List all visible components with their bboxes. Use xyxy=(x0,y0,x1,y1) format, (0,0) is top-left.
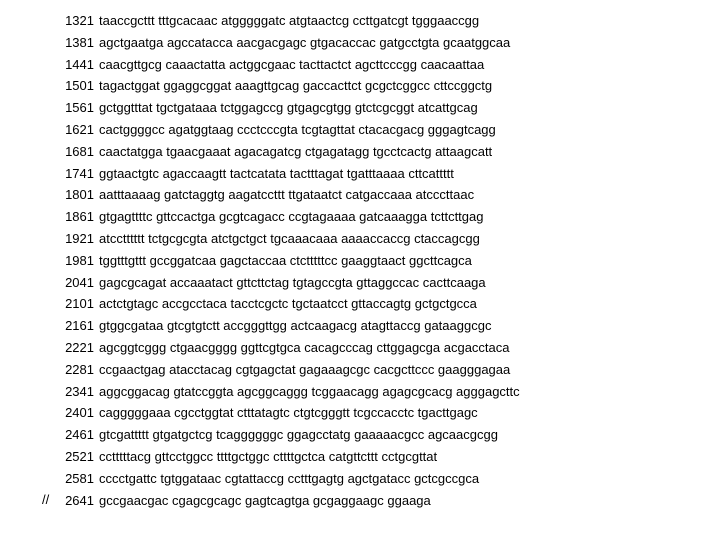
sequence-position-number: 2401 xyxy=(65,405,94,421)
sequence-bases: cactggggcc agatggtaag ccctcccgta tcgtagttat ctacacgacg gggagtcagg xyxy=(99,121,496,137)
sequence-line xyxy=(0,315,720,337)
sequence-position-number: 2101 xyxy=(65,296,94,312)
sequence-position-number: 1921 xyxy=(65,230,94,246)
sequence-position-number: 1741 xyxy=(65,165,94,181)
sequence-position-number: 2521 xyxy=(65,448,94,464)
sequence-bases: gccgaacgac cgagcgcagc gagtcagtga gcgaggaagc ggaaga xyxy=(99,492,431,508)
sequence-bases: gctggtttat tgctgataaa tctggagccg gtgagcgtgg gtctcgcggt atcattgcag xyxy=(99,100,478,116)
sequence-position-number: 2221 xyxy=(65,339,94,355)
sequence-position-number: 2281 xyxy=(65,361,94,377)
sequence-position-number: 2041 xyxy=(65,274,94,290)
sequence-bases: agcggtcggg ctgaacgggg ggttcgtgca cacagcccag cttggagcga acgacctaca xyxy=(99,339,510,355)
sequence-bases: tggtttgttt gccggatcaa gagctaccaa ctctttttcc gaaggtaact ggcttcagca xyxy=(99,252,472,268)
sequence-position-number: 2581 xyxy=(65,470,94,486)
sequence-line xyxy=(0,468,720,490)
sequence-line xyxy=(0,141,720,163)
sequence-position-number: 1981 xyxy=(65,252,94,268)
sequence-bases: ccgaactgag atacctacag cgtgagctat gagaaagcgc cacgcttccc gaagggagaa xyxy=(99,361,511,377)
sequence-position-number: 2461 xyxy=(65,427,94,443)
sequence-bases: taaccgcttt tttgcacaac atgggggatc atgtaactcg ccttgatcgt tgggaaccgg xyxy=(99,13,480,28)
sequence-bases: actctgtagc accgcctaca tacctcgctc tgctaatcct gttaccagtg gctgctgcca xyxy=(99,296,477,312)
sequence-line xyxy=(0,75,720,97)
sequence-line xyxy=(0,228,720,250)
sequence-bases: gtggcgataa gtcgtgtctt accgggttgg actcaagacg atagttaccg gataaggcgc xyxy=(99,318,492,334)
sequence-block xyxy=(0,10,720,511)
sequence-line xyxy=(0,119,720,141)
sequence-position-number: 1681 xyxy=(65,143,94,159)
sequence-position-number: 2641 xyxy=(65,492,94,508)
sequence-line xyxy=(0,402,720,424)
sequence-position-number: 2161 xyxy=(65,318,94,334)
sequence-position-number: 2341 xyxy=(65,383,94,399)
sequence-position-number: 1381 xyxy=(65,34,94,50)
sequence-bases: caactatgga tgaacgaaat agacagatcg ctgagatagg tgcctcactg attaagcatt xyxy=(99,143,493,159)
sequence-bases: aatttaaaag gatctaggtg aagatccttt ttgataatct catgaccaaa atcccttaac xyxy=(99,187,475,203)
sequence-line xyxy=(0,424,720,446)
sequence-bases: gtgagttttc gttccactga gcgtcagacc ccgtagaaaa gatcaaagga tcttcttgag xyxy=(99,209,484,225)
sequence-bases: cagggggaaa cgcctggtat ctttatagtc ctgtcgggtt tcgccacctc tgacttgagc xyxy=(99,405,478,421)
sequence-position-number: 1861 xyxy=(65,209,94,225)
sequence-line xyxy=(0,446,720,468)
sequence-line xyxy=(0,97,720,119)
sequence-bases: cccctgattc tgtggataac cgtattaccg cctttgagtg agctgatacc gctcgccgca xyxy=(99,470,480,486)
sequence-line xyxy=(0,272,720,294)
sequence-position-number: 1621 xyxy=(65,121,94,137)
sequence-line xyxy=(0,163,720,185)
sequence-line xyxy=(0,359,720,381)
sequence-position-number: 1801 xyxy=(65,187,94,203)
sequence-line xyxy=(0,10,720,32)
sequence-bases: cctttttacg gttcctggcc ttttgctggc cttttgctca catgttcttt cctgcgttat xyxy=(99,448,438,464)
sequence-line xyxy=(0,206,720,228)
sequence-position-number: 1501 xyxy=(65,78,94,94)
sequence-bases: atcctttttt tctgcgcgta atctgctgct tgcaaacaaa aaaaccaccg ctaccagcgg xyxy=(99,230,480,246)
sequence-bases: caacgttgcg caaactatta actggcgaac tacttactct agcttcccgg caacaattaa xyxy=(99,56,485,72)
sequence-line xyxy=(0,54,720,76)
sequence-line xyxy=(0,337,720,359)
sequence-bases: tagactggat ggaggcggat aaagttgcag gaccacttct gcgctcggcc cttccggctg xyxy=(99,78,493,94)
sequence-position-number: 1561 xyxy=(65,100,94,116)
sequence-position-number: 1441 xyxy=(65,56,94,72)
sequence-line xyxy=(0,250,720,272)
sequence-bases: aggcggacag gtatccggta agcggcaggg tcggaacagg agagcgcacg agggagcttc xyxy=(99,383,520,399)
sequence-terminator: // xyxy=(42,492,50,507)
sequence-bases: gtcgattttt gtgatgctcg tcaggggggc ggagcctatg gaaaaacgcc agcaacgcgg xyxy=(99,427,498,443)
sequence-line xyxy=(0,184,720,206)
sequence-line xyxy=(0,381,720,403)
sequence-bases: gagcgcagat accaaatact gttcttctag tgtagccgta gttaggccac cacttcaaga xyxy=(99,274,486,290)
sequence-bases: ggtaactgtc agaccaagtt tactcatata tactttagat tgatttaaaa cttcattttt xyxy=(99,165,454,181)
sequence-line xyxy=(0,32,720,54)
sequence-position-number: 1321 xyxy=(65,13,94,28)
sequence-line xyxy=(0,490,720,512)
sequence-bases: agctgaatga agccatacca aacgacgagc gtgacaccac gatgcctgta gcaatggcaa xyxy=(99,34,511,50)
sequence-line xyxy=(0,293,720,315)
